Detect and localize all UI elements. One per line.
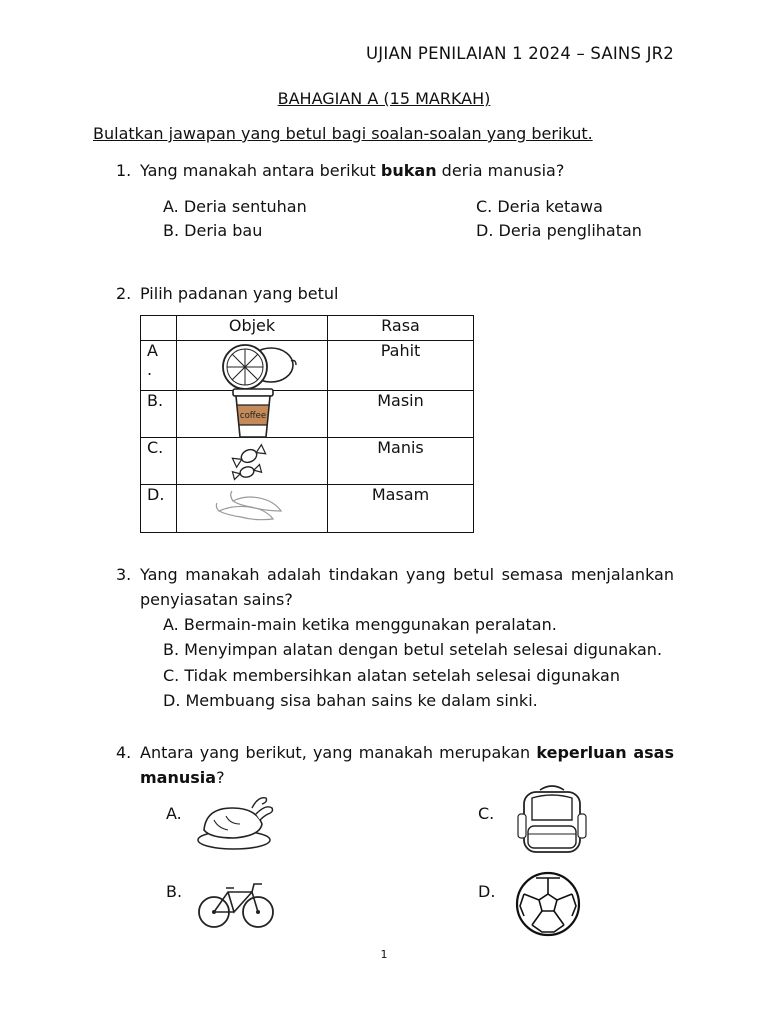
q2-number: 2.: [116, 284, 132, 303]
q3-option-a[interactable]: A. Bermain-main ketika menggunakan peralatan.: [163, 615, 557, 634]
row-label: D.: [141, 485, 177, 533]
table-header-blank: [141, 316, 177, 341]
q3-option-c[interactable]: C. Tidak membersihkan alatan setelah selesai digunakan: [163, 666, 620, 685]
taste-cell: Masin: [328, 391, 474, 438]
q2-text: Pilih padanan yang betul: [140, 284, 339, 303]
backpack-icon[interactable]: [514, 784, 590, 856]
q1-number: 1.: [116, 161, 132, 180]
row-label: B.: [141, 391, 177, 438]
q1-option-c[interactable]: C. Deria ketawa: [476, 197, 603, 216]
table-row[interactable]: [141, 391, 474, 438]
row-label: C.: [141, 438, 177, 485]
coffee-cup-icon: [231, 387, 275, 441]
page-number: 1: [380, 948, 388, 961]
exam-header-title: UJIAN PENILAIAN 1 2024 – SAINS JR2: [366, 44, 674, 63]
table-header-row: [141, 316, 474, 341]
candy-icon: [225, 442, 273, 484]
q1-option-a[interactable]: A. Deria sentuhan: [163, 197, 307, 216]
lemon-icon: [217, 337, 297, 389]
bicycle-icon[interactable]: [196, 878, 276, 930]
table-header-taste: Rasa: [328, 316, 474, 341]
q4-number: 4.: [116, 743, 132, 762]
q3-option-d[interactable]: D. Membuang sisa bahan sains ke dalam sinki.: [163, 691, 538, 710]
roast-chicken-icon[interactable]: [196, 794, 282, 854]
q3-number: 3.: [116, 565, 132, 584]
q4-option-d-label[interactable]: D.: [478, 882, 496, 901]
coffee-label: coffee: [239, 411, 267, 421]
q3-option-b[interactable]: B. Menyimpan alatan dengan betul setelah selesai digunakan.: [163, 640, 663, 659]
taste-cell: Manis: [328, 438, 474, 485]
q1-text: Yang manakah antara berikut bukan deria manusia?: [140, 161, 565, 180]
table-header-object: Objek: [177, 316, 328, 341]
soccer-ball-icon[interactable]: [514, 870, 582, 938]
q3-text-line1: Yang manakah adalah tindakan yang betul semasa menjalankan: [140, 565, 674, 584]
instruction-text: Bulatkan jawapan yang betul bagi soalan-soalan yang berikut.: [93, 124, 593, 143]
matching-table: [140, 315, 474, 533]
q4-option-a-label[interactable]: A.: [166, 804, 182, 823]
q4-text-line2: manusia?: [140, 768, 225, 787]
q1-option-d[interactable]: D. Deria penglihatan: [476, 221, 642, 240]
taste-cell: Pahit: [328, 341, 474, 391]
row-label: A .: [141, 341, 177, 391]
table-row[interactable]: [141, 438, 474, 485]
q4-option-c-label[interactable]: C.: [478, 804, 495, 823]
section-title: BAHAGIAN A (15 MARKAH): [277, 89, 491, 108]
q4-option-b-label[interactable]: B.: [166, 882, 183, 901]
q1-option-b[interactable]: B. Deria bau: [163, 221, 263, 240]
taste-cell: Masam: [328, 485, 474, 533]
table-row[interactable]: [141, 485, 474, 533]
q4-text-line1: Antara yang berikut, yang manakah merupakan keperluan asas: [140, 743, 674, 762]
table-row[interactable]: [141, 341, 474, 391]
q3-text-line2: penyiasatan sains?: [140, 590, 293, 609]
chili-icon: [213, 487, 285, 527]
